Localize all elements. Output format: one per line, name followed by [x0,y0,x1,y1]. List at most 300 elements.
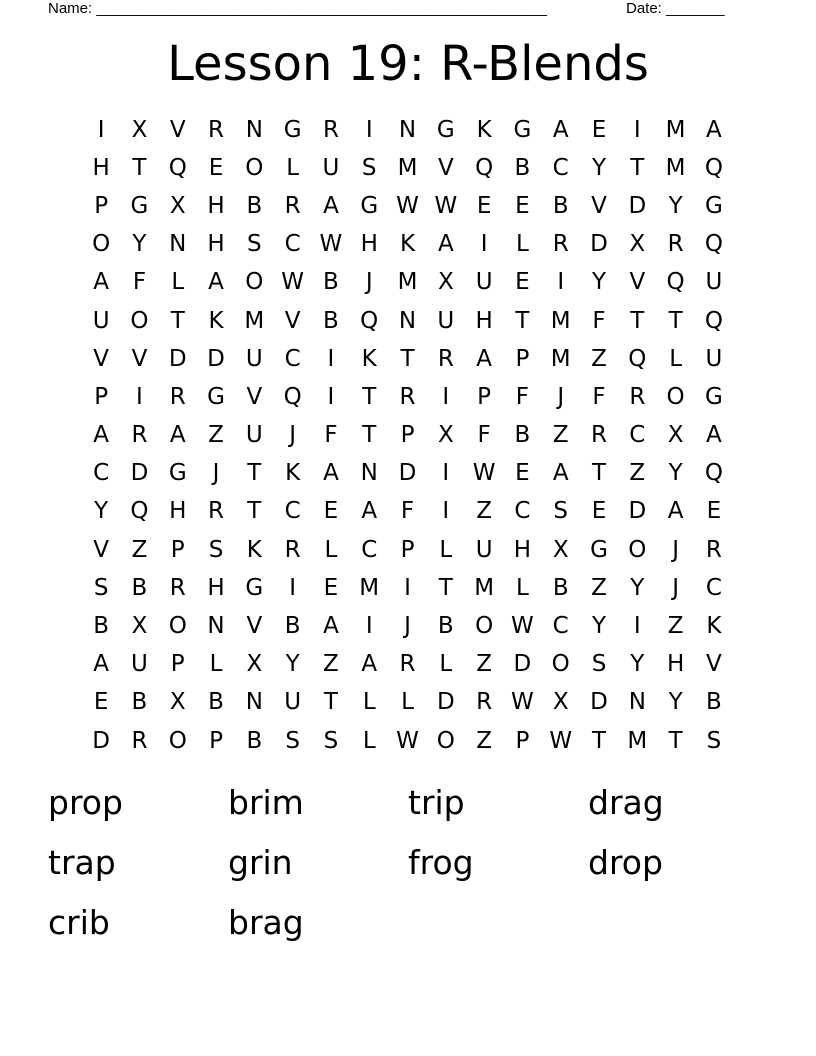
grid-letter: Y [132,231,147,258]
grid-letter: F [592,307,606,334]
grid-letter: D [130,460,149,487]
page-header [0,0,816,22]
grid-letter: A [361,498,378,525]
grid-letter: R [131,727,148,754]
grid-letter: L [209,651,223,678]
grid-letter: K [706,613,722,640]
word-search-grid [82,111,734,760]
grid-letter: V [169,116,186,143]
grid-letter: H [207,192,225,219]
grid-letter: B [323,307,339,334]
grid-letter: I [289,574,297,601]
grid-letter: Z [591,574,607,601]
grid-letter: G [704,383,723,410]
date-field-label: Date: _______ [626,0,725,17]
grid-letter: U [475,536,493,563]
grid-letter: O [245,154,264,181]
grid-letter: M [665,154,686,181]
grid-letter: E [323,498,339,525]
grid-letter: L [171,269,185,296]
grid-letter: F [132,269,147,296]
grid-letter: T [668,727,683,754]
grid-letter: Y [630,574,645,601]
grid-letter: J [212,460,220,487]
grid-letter: X [437,422,454,449]
grid-letter: T [400,345,415,372]
grid-letter: P [477,383,492,410]
grid-letter: L [362,727,376,754]
grid-letter: A [476,345,492,372]
grid-letter: C [552,154,569,181]
grid-letter: X [246,651,263,678]
grid-letter: S [323,727,339,754]
grid-letter: I [404,574,411,601]
grid-letter: N [245,689,263,716]
grid-letter: Q [704,460,723,487]
grid-letter: Q [475,154,494,181]
grid-letter: N [169,231,187,258]
grid-letter: Z [476,498,492,525]
grid-letter: C [284,498,301,525]
grid-letter: V [93,345,110,372]
grid-letter: H [207,231,225,258]
grid-letter: Y [591,154,607,181]
grid-letter: Q [283,383,302,410]
grid-letter: U [131,651,148,678]
word-list-item: brag [228,903,304,942]
grid-letter: D [436,689,455,716]
grid-letter: P [400,422,415,449]
grid-letter: F [324,422,338,449]
grid-letter: T [170,307,185,334]
grid-letter: W [549,727,573,754]
grid-letter: V [629,269,646,296]
grid-letter: A [208,269,224,296]
grid-letter: A [323,460,339,487]
grid-letter: X [552,536,569,563]
grid-letter: P [94,192,109,219]
name-field-label: Name: ______________________________________________________ [48,0,547,17]
grid-letter: X [169,192,186,219]
grid-letter: C [629,422,646,449]
grid-letter: T [362,422,377,449]
grid-letter: T [362,383,377,410]
grid-letter: I [442,383,450,410]
grid-letter: A [93,651,110,678]
grid-letter: K [399,231,416,258]
grid-letter: Z [591,345,607,372]
grid-letter: M [244,307,265,334]
grid-letter: X [667,422,684,449]
grid-letter: Z [323,651,339,678]
grid-letter: D [92,727,110,754]
grid-letter: E [323,574,339,601]
grid-letter: M [550,307,571,334]
grid-letter: R [399,383,416,410]
grid-letter: V [437,154,454,181]
grid-letter: S [208,536,224,563]
grid-letter: F [477,422,491,449]
grid-letter: M [550,345,571,372]
grid-letter: I [480,231,488,258]
grid-letter: A [169,422,186,449]
grid-letter: R [284,536,301,563]
grid-letter: R [552,231,569,258]
grid-letter: D [168,345,187,372]
grid-letter: A [437,231,454,258]
grid-letter: H [475,307,493,334]
grid-letter: K [208,307,224,334]
grid-letter: G [360,192,379,219]
grid-letter: O [666,383,685,410]
grid-letter: G [590,536,608,563]
grid-letter: U [705,345,723,372]
grid-letter: R [437,345,454,372]
grid-letter: J [404,613,411,640]
grid-letter: V [246,613,263,640]
grid-letter: N [398,307,417,334]
grid-letter: H [92,154,110,181]
grid-letter: D [590,231,608,258]
grid-letter: G [283,116,302,143]
grid-letter: V [246,383,263,410]
grid-letter: L [516,231,529,258]
grid-letter: W [472,460,496,487]
grid-letter: O [92,231,111,258]
grid-letter: B [437,613,454,640]
grid-letter: R [705,536,722,563]
grid-letter: U [284,689,302,716]
grid-letter: P [94,383,109,410]
grid-letter: K [361,345,377,372]
page-title: Lesson 19: R-Blends [167,36,649,92]
grid-letter: E [93,689,109,716]
grid-letter: V [706,651,722,678]
grid-letter: F [592,383,606,410]
grid-letter: L [516,574,529,601]
grid-letter: L [401,689,414,716]
grid-letter: U [705,269,723,296]
grid-letter: R [476,689,493,716]
grid-letter: D [628,498,647,525]
grid-letter: F [400,498,415,525]
grid-letter: M [474,574,495,601]
grid-letter: O [628,536,647,563]
grid-letter: D [628,192,647,219]
grid-letter: B [514,154,531,181]
grid-letter: G [513,116,532,143]
grid-letter: D [207,345,225,372]
grid-letter: Y [668,689,683,716]
grid-letter: A [552,116,569,143]
grid-letter: P [170,651,185,678]
grid-letter: C [514,498,531,525]
grid-letter: Y [668,460,683,487]
grid-letter: W [319,231,343,258]
grid-letter: F [515,383,530,410]
grid-letter: G [245,574,264,601]
grid-letter: B [131,574,148,601]
grid-letter: M [627,727,648,754]
grid-letter: Z [667,613,684,640]
grid-letter: A [323,613,339,640]
word-list-item: trip [408,783,465,822]
grid-letter: W [396,192,419,219]
grid-letter: S [591,651,607,678]
grid-letter: Q [168,154,187,181]
word-list-item: drag [588,783,664,822]
grid-letter: I [365,613,373,640]
grid-letter: J [672,574,679,601]
grid-letter: L [439,536,453,563]
grid-letter: S [553,498,569,525]
grid-letter: B [323,269,339,296]
grid-letter: E [208,154,224,181]
grid-letter: T [247,498,262,525]
grid-letter: O [475,613,494,640]
grid-letter: T [630,154,645,181]
grid-letter: L [439,651,453,678]
grid-letter: M [397,154,418,181]
grid-letter: I [633,116,641,143]
grid-letter: B [208,689,224,716]
grid-letter: Z [476,651,492,678]
word-list-item: prop [48,783,123,822]
grid-letter: L [286,154,300,181]
grid-letter: J [365,269,373,296]
grid-letter: N [245,116,263,143]
grid-letter: T [247,460,262,487]
grid-letter: I [442,460,450,487]
grid-letter: G [130,192,149,219]
grid-letter: E [515,269,530,296]
grid-letter: A [552,460,569,487]
grid-letter: M [359,574,380,601]
grid-letter: S [706,727,722,754]
grid-letter: B [284,613,301,640]
grid-letter: B [552,192,569,219]
grid-letter: C [705,574,722,601]
grid-letter: R [629,383,646,410]
grid-letter: B [131,689,148,716]
word-list-item: frog [408,843,474,882]
grid-letter: A [706,422,722,449]
grid-letter: X [437,269,454,296]
grid-letter: Q [130,498,149,525]
grid-letter: T [515,307,530,334]
word-list-item: brim [228,783,304,822]
grid-letter: H [169,498,187,525]
grid-letter: O [245,269,264,296]
grid-letter: O [130,307,149,334]
grid-letter: R [169,574,186,601]
grid-letter: B [514,422,531,449]
grid-letter: A [361,651,378,678]
grid-letter: T [132,154,147,181]
grid-letter: O [436,727,455,754]
grid-letter: I [327,345,335,372]
grid-letter: Q [360,307,379,334]
grid-letter: K [285,460,301,487]
grid-letter: G [704,192,723,219]
grid-letter: S [93,574,109,601]
grid-letter: D [513,651,532,678]
grid-letter: R [667,231,684,258]
word-list [48,782,768,962]
grid-letter: H [360,231,378,258]
grid-letter: T [630,307,645,334]
grid-letter: R [208,116,225,143]
grid-letter: R [322,116,339,143]
grid-letter: T [668,307,683,334]
grid-letter: E [515,460,530,487]
grid-letter: V [93,536,110,563]
grid-letter: E [591,116,607,143]
grid-letter: U [245,422,263,449]
grid-letter: P [515,345,530,372]
grid-letter: N [360,460,378,487]
grid-letter: V [284,307,301,334]
grid-letter: R [169,383,186,410]
grid-letter: T [591,727,607,754]
grid-letter: X [629,231,646,258]
grid-letter: W [281,269,304,296]
grid-letter: N [398,116,417,143]
grid-letter: Z [629,460,646,487]
grid-letter: I [97,116,105,143]
grid-letter: I [442,498,450,525]
grid-letter: Y [591,269,607,296]
grid-letter: H [207,574,225,601]
grid-letter: V [131,345,148,372]
word-list-item: trap [48,843,116,882]
grid-letter: G [436,116,455,143]
grid-letter: W [434,192,458,219]
grid-letter: C [361,536,378,563]
grid-letter: C [93,460,110,487]
grid-letter: E [706,498,722,525]
grid-letter: V [591,192,607,219]
grid-letter: C [552,613,569,640]
grid-letter: L [669,345,683,372]
grid-letter: J [672,536,679,563]
grid-letter: Y [668,192,683,219]
grid-letter: E [515,192,530,219]
grid-letter: Q [666,269,685,296]
grid-letter: H [666,651,685,678]
grid-letter: R [208,498,225,525]
grid-letter: A [706,116,722,143]
grid-letter: A [667,498,684,525]
grid-letter: Y [591,613,607,640]
grid-letter: U [245,345,263,372]
grid-letter: Z [131,536,148,563]
grid-letter: I [365,116,373,143]
grid-letter: X [131,613,148,640]
grid-letter: I [633,613,641,640]
grid-letter: U [475,269,493,296]
grid-letter: P [170,536,185,563]
grid-letter: U [437,307,455,334]
grid-letter: R [131,422,148,449]
grid-letter: U [92,307,110,334]
grid-letter: Z [476,727,492,754]
grid-letter: Y [630,651,645,678]
grid-letter: S [247,231,262,258]
grid-letter: J [289,422,297,449]
grid-letter: I [557,269,565,296]
grid-letter: M [397,269,418,296]
grid-letter: E [476,192,492,219]
grid-letter: T [591,460,607,487]
grid-letter: O [168,727,187,754]
grid-letter: L [324,536,338,563]
grid-letter: W [511,613,534,640]
word-list-item: crib [48,903,110,942]
grid-letter: Z [552,422,569,449]
grid-letter: M [665,116,686,143]
grid-letter: K [476,116,492,143]
grid-letter: O [551,651,570,678]
grid-letter: J [557,383,565,410]
grid-letter: X [131,116,148,143]
grid-letter: O [168,613,187,640]
grid-letter: T [438,574,453,601]
grid-letter: L [362,689,376,716]
grid-letter: S [285,727,300,754]
grid-letter: X [169,689,186,716]
grid-letter: B [706,689,722,716]
grid-letter: N [207,613,225,640]
grid-letter: C [284,345,301,372]
grid-letter: K [246,536,262,563]
grid-letter: N [628,689,646,716]
grid-letter: E [591,498,607,525]
grid-letter: Y [94,498,109,525]
grid-letter: Q [704,307,723,334]
grid-letter: A [93,422,110,449]
grid-letter: B [246,192,263,219]
grid-letter: P [515,727,530,754]
grid-letter: W [396,727,419,754]
grid-letter: R [591,422,607,449]
grid-letter: G [168,460,187,487]
grid-letter: P [400,536,415,563]
grid-letter: B [93,613,110,640]
grid-letter: P [209,727,223,754]
grid-letter: H [513,536,532,563]
grid-letter: Q [704,231,723,258]
word-list-item: drop [588,843,663,882]
grid-letter: A [323,192,339,219]
grid-letter: T [323,689,338,716]
grid-letter: X [552,689,569,716]
grid-letter: I [136,383,143,410]
grid-letter: Z [208,422,224,449]
grid-letter: B [552,574,569,601]
grid-letter: D [590,689,608,716]
grid-letter: W [511,689,534,716]
grid-letter: R [399,651,416,678]
grid-letter: U [322,154,340,181]
grid-letter: D [398,460,417,487]
grid-letter: A [93,269,110,296]
grid-letter: I [327,383,335,410]
grid-letter: R [284,192,301,219]
grid-letter: Q [628,345,647,372]
grid-letter: Y [285,651,300,678]
grid-letter: Q [704,154,723,181]
